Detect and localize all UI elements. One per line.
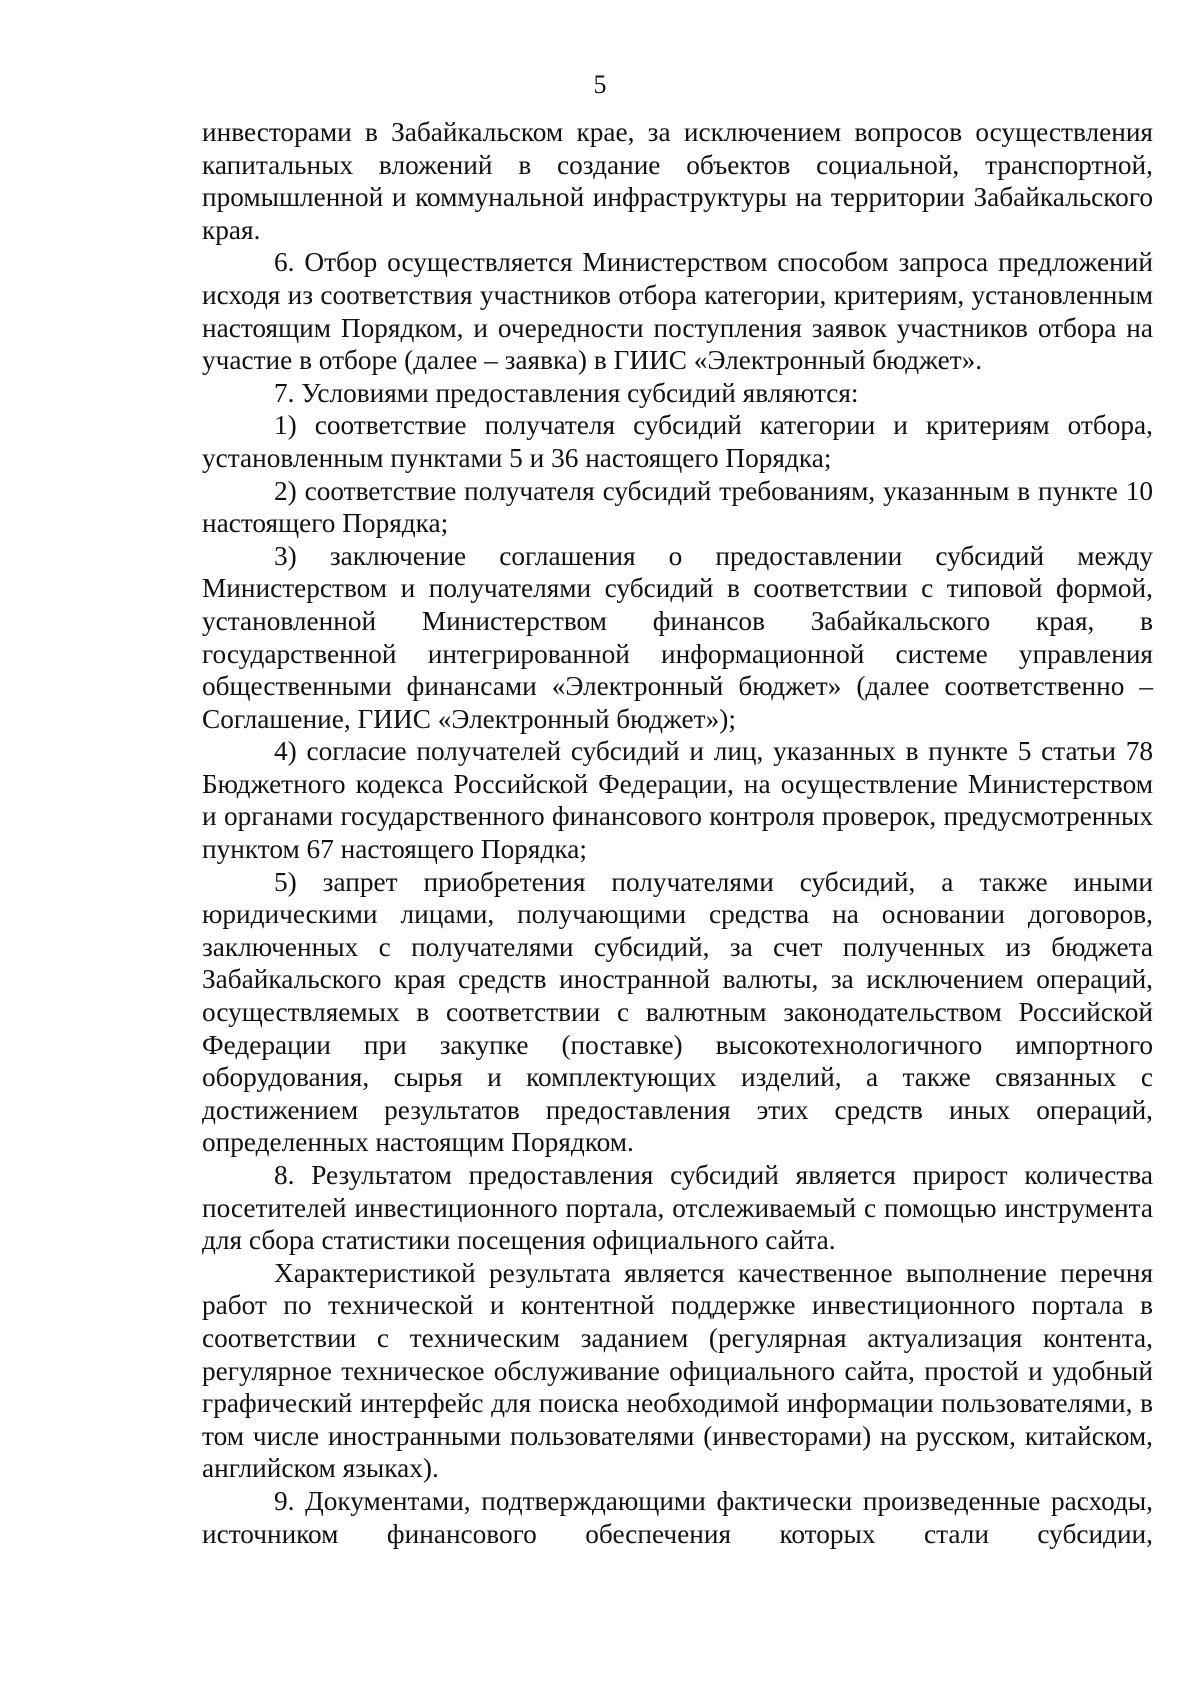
- document-body: [202, 116, 1153, 1550]
- paragraph-subitem-1: 1) соответствие получателя субсидий категории и критериям отбора, установленным пунктами 5 и 36 настоящего Порядка;: [202, 410, 1153, 473]
- paragraph-item-6: 6. Отбор осуществляется Министерством способом запроса предложений исходя из соответствия участников отбора категории, критериям, установленным настоящим Порядком, и очередности поступления заявок участников отбора на участие в отборе (далее – заявка) в ГИИС «Электронный бюджет».: [202, 247, 1153, 376]
- paragraph-result-characteristic: Характеристикой результата является качественное выполнение перечня работ по технической и контентной поддержке инвестиционного портала в соответствии с техническим заданием (регулярная актуализация контента, регулярное техническое обслуживание официального сайта, простой и удобный графический интерфейс для поиска необходимой информации пользователями, в том числе иностранными пользователями (инвесторами) на русском, китайском, английском языках).: [202, 1257, 1153, 1484]
- paragraph-item-7: 7. Условиями предоставления субсидий являются:: [274, 377, 859, 408]
- paragraph-subitem-4: 4) согласие получателей субсидий и лиц, указанных в пункте 5 статьи 78 Бюджетного кодекса Российской Федерации, на осуществление Министерством и органами государственного финансового контроля проверок, предусмотренных пунктом 67 настоящего Порядка;: [202, 736, 1153, 865]
- paragraph-item-9: 9. Документами, подтверждающими фактически произведенные расходы, источником финансового обеспечения которых стали субсидии,: [202, 1485, 1153, 1549]
- page-number: 5: [593, 70, 607, 99]
- paragraph-item-8: 8. Результатом предоставления субсидий является прирост количества посетителей инвестиционного портала, отслеживаемый с помощью инструмента для сбора статистики посещения официального сайта.: [202, 1160, 1153, 1256]
- paragraph-continuation: инвесторами в Забайкальском крае, за исключением вопросов осуществления капитальных вложений в создание объектов социальной, транспортной, промышленной и коммунальной инфраструктуры на территории Забайкальского края.: [202, 117, 1153, 245]
- paragraph-subitem-5: 5) запрет приобретения получателями субсидий, а также иными юридическими лицами, получающими средства на основании договоров, заключенных с получателями субсидий, за счет полученных из бюджета Забайкальского края средств иностранной валюты, за исключением операций, осуществляемых в соответствии с валютным законодательством Российской Федерации при закупке (поставке) высокотехнологичного импортного оборудования, сырья и комплектующих изделий, а также связанных с достижением результатов предоставления этих средств иных операций, определенных настоящим Порядком.: [202, 866, 1153, 1158]
- paragraph-subitem-3: 3) заключение соглашения о предоставлении субсидий между Министерством и получателями субсидий в соответствии с типовой формой, установленной Министерством финансов Забайкальского края, в государственной интегрированной информационной системе управления общественными финансами «Электронный бюджет» (далее соответственно – Соглашение, ГИИС «Электронный бюджет»);: [202, 540, 1153, 734]
- paragraph-subitem-2: 2) соответствие получателя субсидий требованиям, указанным в пункте 10 настоящего Порядка;: [202, 475, 1153, 539]
